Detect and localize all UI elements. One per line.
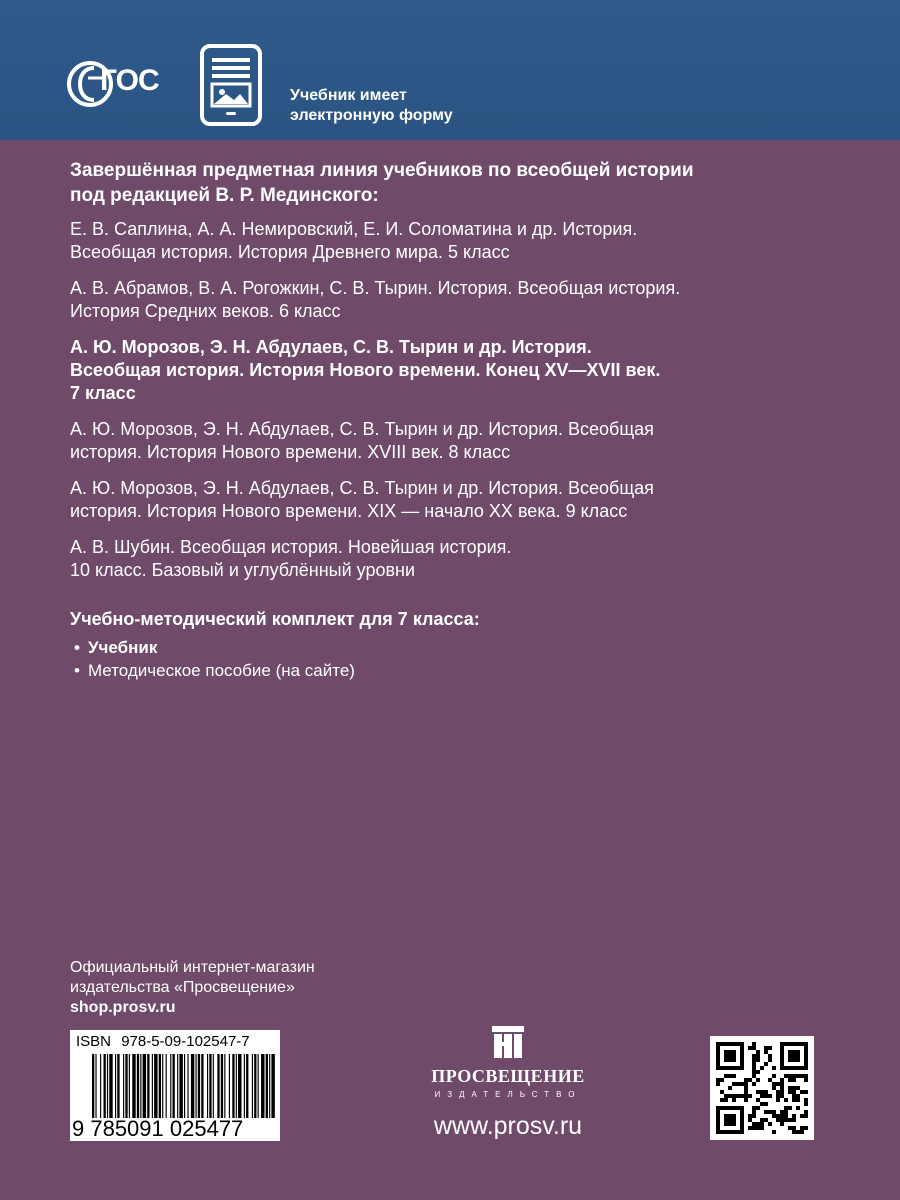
ebook-note <box>290 86 453 126</box>
fgos-logo-text: ГОС <box>100 64 159 97</box>
book-line: А. В. Шубин. Всеобщая история. Новейшая история. <box>70 537 512 557</box>
barcode-bars <box>92 1054 276 1118</box>
shop-line: издательства «Просвещение» <box>70 979 295 996</box>
book-item-grade-10 <box>70 536 860 582</box>
isbn-barcode <box>70 1030 280 1141</box>
kit-heading: Учебно-методический комплект для 7 класса: <box>70 609 480 629</box>
book-line: Е. В. Саплина, А. А. Немировский, Е. И. Соломатина и др. История. <box>70 219 638 239</box>
book-line: А. Ю. Морозов, Э. Н. Абдулаев, С. В. Тырин и др. История. Всеобщая <box>70 419 654 439</box>
isbn-text <box>76 1033 250 1050</box>
publisher-name: ПРОСВЕЩЕНИЕ <box>431 1066 585 1086</box>
kit-item-label: Методическое пособие (на сайте) <box>87 661 355 680</box>
bullet: • <box>74 661 80 680</box>
book-line: 10 класс. Базовый и углублённый уровни <box>70 560 416 580</box>
qr-code-pattern <box>716 1042 808 1134</box>
book-line: Всеобщая история. История Древнего мира. 5 класс <box>70 242 510 262</box>
kit-list <box>74 636 355 682</box>
book-item-grade-9 <box>70 477 860 523</box>
publisher-website-link[interactable]: www.prosv.ru <box>433 1112 583 1140</box>
book-item-grade-6 <box>70 277 860 323</box>
barcode-digits: 9 785091 025477 <box>72 1116 244 1141</box>
qr-code <box>710 1036 814 1140</box>
book-item-grade-8 <box>70 418 860 464</box>
series-heading-line: Завершённая предметная линия учебников по всеобщей истории <box>70 160 694 181</box>
series-heading <box>70 158 860 208</box>
prosveshchenie-logo-icon <box>488 1024 528 1060</box>
bullet: • <box>74 638 80 657</box>
top-band <box>0 0 900 140</box>
series-section <box>70 158 860 595</box>
shop-url-link[interactable]: shop.prosv.ru <box>70 999 176 1016</box>
ebook-note-line: электронную форму <box>290 107 453 124</box>
tablet-book-icon <box>200 44 262 126</box>
series-heading-line: под редакцией В. Р. Мединского: <box>70 185 379 206</box>
kit-item-label: Учебник <box>87 638 158 657</box>
shop-line: Официальный интернет-магазин <box>70 959 315 976</box>
book-line: 7 класс <box>70 383 136 403</box>
isbn-label: ISBN <box>76 1033 112 1050</box>
book-line: А. Ю. Морозов, Э. Н. Абдулаев, С. В. Тырин и др. История. Всеобщая <box>70 478 654 498</box>
book-line: А. В. Абрамов, В. А. Рогожкин, С. В. Тырин. История. Всеобщая история. <box>70 278 681 298</box>
book-line: история. История Нового времени. XVIII век. 8 класс <box>70 442 511 462</box>
publisher-subtitle: ИЗДАТЕЛЬСТВО <box>434 1090 582 1099</box>
book-line: Всеобщая история. История Нового времени. Конец XV—XVII век. <box>70 360 661 380</box>
ebook-note-line: Учебник имеет <box>290 87 407 104</box>
book-line: История Средних веков. 6 класс <box>70 301 341 321</box>
book-item-grade-5 <box>70 218 860 264</box>
book-line: история. История Нового времени. XIX — начало XX века. 9 класс <box>70 501 628 521</box>
kit-item-textbook <box>74 636 355 659</box>
book-item-grade-7 <box>70 336 860 405</box>
shop-info <box>70 958 315 1018</box>
kit-item-methodical-guide <box>74 659 355 682</box>
book-line: А. Ю. Морозов, Э. Н. Абдулаев, С. В. Тырин и др. История. <box>70 337 592 357</box>
isbn-number: 978-5-09-102547-7 <box>121 1033 250 1050</box>
